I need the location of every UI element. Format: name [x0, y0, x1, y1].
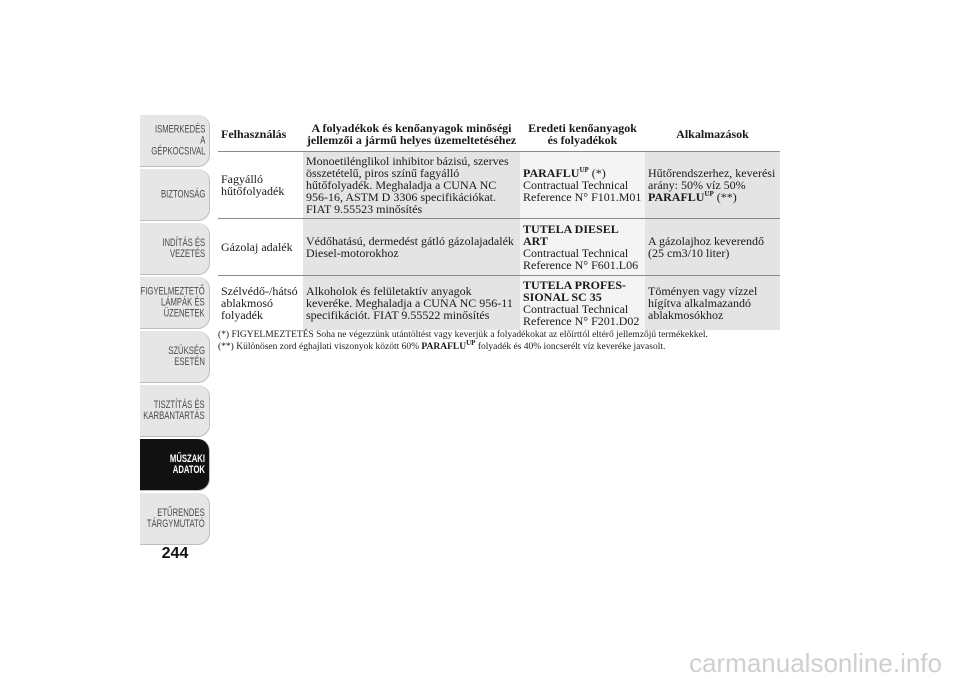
quality-text: Alkoholok és felületaktív anyagok keveréke. Meghaladja a CUNA NC 956-11 specifikációt. FIAT 9.55522 minősítés — [306, 284, 513, 322]
tab-label: TISZTÍTÁS ÉS KARBANTARTÁS — [143, 398, 205, 422]
footnote-climate — [218, 338, 798, 353]
table-row — [218, 218, 780, 275]
reference-text: Contractual Technical Reference N° F101.M01 — [523, 178, 642, 204]
quality-text: Monoetilénglikol inhibitor bázisú, szerves összetételű, piros színű fagyálló hűtőfolyadék. Meghaladja a CUNA NC 956-16, ASTM D 3306 specifikációkat. FIAT 9.55523 minősítés — [306, 154, 509, 216]
page-number: 244 — [161, 545, 189, 562]
header-quality: A folyadékok és kenőanyagok minőségi jellemzői a jármű helyes üzemeltetéséhez — [306, 121, 517, 147]
cell-usage — [218, 219, 303, 275]
tab-label: SZÜKSÉG ESETÉN — [168, 344, 205, 368]
reference-text: Contractual Technical Reference N° F601.L06 — [523, 246, 639, 272]
cell-quality — [303, 276, 520, 330]
table-row — [218, 275, 780, 330]
tab-targymutato[interactable] — [140, 493, 210, 545]
header-applications: Alkalmazások — [676, 127, 749, 141]
product-note: (*) — [588, 166, 606, 180]
tab-label: MŰSZAKI ADATOK — [169, 452, 205, 476]
cell-applications — [645, 152, 780, 218]
reference-text: Contractual Technical Reference N° F201.D02 — [523, 302, 640, 328]
tab-muszaki-adatok[interactable] — [140, 439, 210, 491]
footnote-climate-post: folyadék és 40% ioncserélt víz keveréke javasolt. — [475, 342, 666, 352]
tab-label: FIGYELMEZTETŐ LÁMPÁK ÉS ÜZENETEK — [140, 285, 205, 319]
tab-biztonsag[interactable] — [140, 169, 210, 221]
usage-text: Gázolaj adalék — [221, 240, 293, 254]
cell-quality — [303, 219, 520, 275]
tab-ismerkedes[interactable] — [140, 115, 210, 167]
usage-text: Szélvédő-/hátsó ablakmosó folyadék — [221, 284, 298, 322]
cell-usage — [218, 276, 303, 330]
cell-applications — [645, 276, 780, 330]
table-header — [218, 117, 780, 151]
app-product: PARAFLU — [648, 190, 705, 204]
product-superscript: UP — [579, 166, 589, 174]
tab-label: ISMERKEDÉS A GÉPKOCSIVAL — [150, 123, 205, 157]
tab-figyelmezteto[interactable] — [140, 277, 210, 329]
cell-original — [520, 152, 645, 218]
footnote-product: PARAFLU — [421, 342, 467, 352]
tab-label: ETŰRENDES TÁRGYMUTATÓ — [147, 506, 205, 530]
watermark: carmanualsonline.info — [689, 648, 942, 678]
tab-label: BIZTONSÁG — [160, 188, 205, 200]
tab-label: INDÍTÁS ÉS VEZETÉS — [162, 236, 205, 260]
app-text: A gázolajhoz keverendő (25 cm3/10 liter) — [648, 234, 764, 260]
product-name: TUTELA PROFES-SIONAL SC 35 — [523, 278, 627, 304]
product-name: TUTELA DIESEL ART — [523, 222, 619, 248]
cell-usage — [218, 152, 303, 218]
tab-inditas[interactable] — [140, 223, 210, 275]
header-original: Eredeti kenőanyagok és folyadékok — [528, 121, 637, 147]
cell-applications — [645, 219, 780, 275]
app-text — [648, 167, 777, 203]
footnote-climate-pre: (**) Különösen zord éghajlati viszonyok között 60% — [218, 342, 422, 352]
tab-szukseg[interactable] — [140, 331, 210, 383]
cell-quality — [303, 152, 520, 218]
footnote-warning: (*) FIGYELMEZTETÉS Soha ne végezzünk utántöltést vagy keverjük a folyadékokat az előírttól eltérő jellemzőjű termékekkel. — [218, 330, 708, 340]
app-superscript: UP — [704, 190, 714, 198]
table-row — [218, 151, 780, 218]
footnote-superscript: UP — [466, 338, 476, 347]
product-name-text: PARAFLU — [523, 166, 580, 180]
header-usage: Felhasználás — [221, 127, 287, 141]
app-text: Töményen vagy vízzel hígítva alkalmazandó ablakmosókhoz — [648, 284, 758, 322]
app-text-main: Hűtőrendszerhez, keverési arány: 50% víz 50% — [648, 166, 776, 192]
cell-original — [520, 276, 645, 330]
quality-text: Védőhatású, dermedést gátló gázolajadalék Diesel-motorokhoz — [306, 234, 514, 260]
fluids-table — [218, 117, 780, 330]
usage-text: Fagyálló hűtőfolyadék — [221, 172, 285, 198]
footnotes — [218, 329, 798, 353]
app-note: (**) — [713, 190, 737, 204]
chapter-tabs — [140, 115, 210, 547]
cell-original — [520, 219, 645, 275]
tab-tisztitas[interactable] — [140, 385, 210, 437]
